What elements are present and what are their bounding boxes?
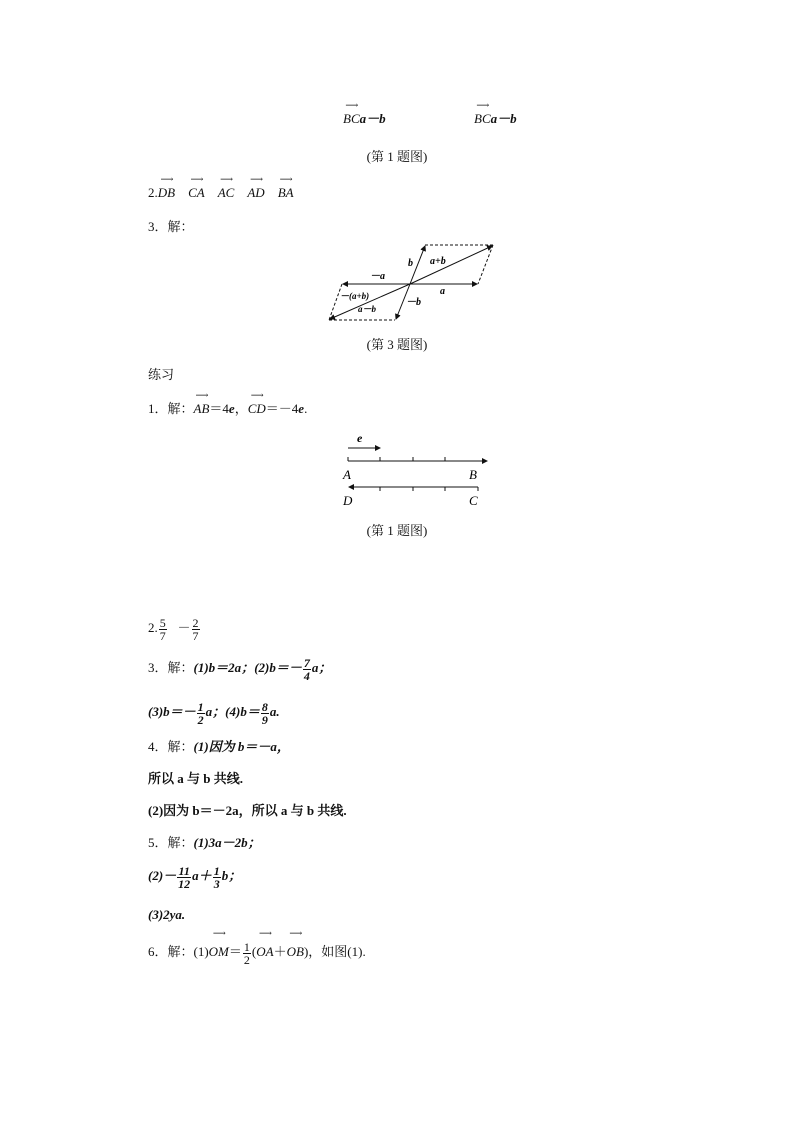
fraction: $\frac{7}{4}$ — [303, 655, 310, 683]
figure-caption: (第 3 题图) — [366, 337, 428, 352]
number-line-figure — [335, 428, 495, 512]
vector-bc: ⟶ BC — [343, 100, 360, 126]
label-D: D — [343, 493, 353, 508]
fraction: $\frac{1}{3}$ — [213, 863, 220, 891]
fraction: $\frac{2}{7}$ — [192, 615, 199, 643]
vector-ba: ⟶ BA — [277, 174, 294, 200]
vector-bc: ⟶ BC — [474, 100, 491, 126]
vector-cd: ⟶ CD — [247, 390, 266, 416]
vector-ac: ⟶ AC — [217, 174, 235, 200]
label-a-minus-b: a－b — [358, 304, 377, 314]
practice-6: 6．解：(1) ⟶ OM＝ $\frac{1}{2}$ ( ⟶ OA＋ ⟶ OB)，如图(1). — [148, 928, 366, 967]
fraction: $\frac{5}{7}$ — [159, 615, 166, 643]
answer-2: 2. ⟶ DB ⟶ CA ⟶ AC ⟶ AD ⟶ BA — [148, 174, 294, 200]
formula-right — [474, 100, 517, 128]
practice-4-line-3: (2)因为 b＝－2a，所以 a 与 b 共线. — [148, 803, 347, 818]
figure-caption: (第 1 题图) — [366, 523, 428, 538]
practice-2: 2. $\frac{5}{7}$ － $\frac{2}{7}$ — [148, 615, 199, 643]
practice-1: 1．解： ⟶ AB＝4e， ⟶ CD＝－4e. — [148, 390, 308, 416]
label-C: C — [469, 493, 478, 508]
fraction: $\frac{11}{12}$ — [178, 863, 191, 891]
vector-oa: ⟶ OA — [256, 928, 274, 959]
practice-5-line-2: (2)－ $\frac{11}{12}$ a＋ $\frac{1}{3}$ b； — [148, 863, 242, 891]
practice-5-line-3: (3)2ya. — [148, 907, 186, 922]
label-neg-b: －b — [406, 297, 421, 308]
vector-ad: ⟶ AD — [247, 174, 265, 200]
formula-rhs: a－b — [490, 111, 517, 126]
formula-rhs: a－b — [359, 111, 386, 126]
label-A: A — [343, 467, 351, 482]
fraction: $\frac{1}{2}$ — [243, 939, 250, 967]
vector-ca: ⟶ CA — [188, 174, 205, 200]
parallelogram-figure — [320, 238, 505, 328]
label-b: b — [408, 258, 413, 269]
vector-db: ⟶ DB — [157, 174, 176, 200]
formula-left — [343, 100, 386, 128]
practice-4-line-1: 4．解：(1)因为 b＝－a， — [148, 739, 290, 754]
label-neg-a-plus-b: －(a+b) — [340, 291, 370, 301]
label-a-plus-b: a+b — [430, 256, 446, 267]
fraction: $\frac{1}{2}$ — [197, 699, 204, 727]
fraction: $\frac{8}{9}$ — [261, 699, 268, 727]
answer-3-label: 3．解： — [148, 219, 194, 234]
practice-3-line-2: (3)b＝－ $\frac{1}{2}$ a；(4)b＝ $\frac{8}{9}$ a. — [148, 699, 280, 727]
practice-4-line-2: 所以 a 与 b 共线. — [148, 771, 243, 786]
label-neg-a: －a — [370, 271, 385, 282]
vector-ob: ⟶ OB — [286, 928, 304, 959]
label-e: e — [357, 431, 363, 445]
figure-caption: (第 1 题图) — [366, 149, 428, 164]
practice-5-line-1: 5．解：(1)3a－2b； — [148, 835, 261, 850]
practice-3-line-1: 3．解：(1)b＝2a；(2)b＝－ $\frac{7}{4}$ a； — [148, 655, 332, 683]
label-a: a — [440, 286, 445, 297]
label-B: B — [469, 467, 477, 482]
vector-om: ⟶ OM — [208, 928, 229, 959]
section-title: 练习 — [148, 367, 175, 382]
vector-ab: ⟶ AB — [193, 390, 210, 416]
